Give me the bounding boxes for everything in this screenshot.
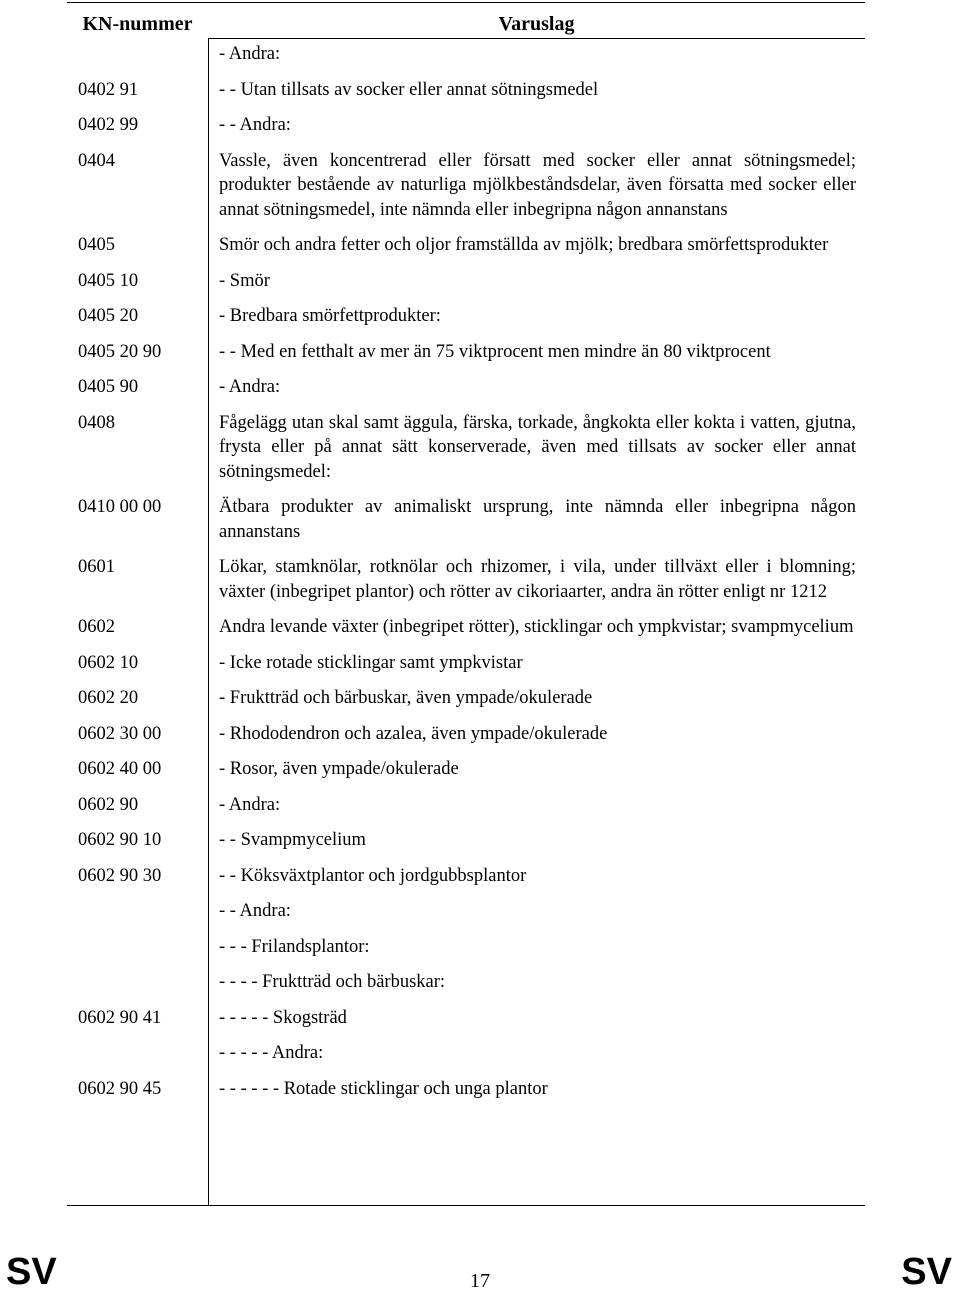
table-row <box>67 935 865 960</box>
table-row <box>67 375 865 400</box>
goods-description: Smör och andra fetter och oljor framställda av mjölk; bredbara smörfettsprodukter <box>219 235 829 255</box>
goods-description: - Rosor, även ympade/okulerade <box>219 759 459 779</box>
goods-description: - Icke rotade sticklingar samt ympkvistar <box>219 652 523 673</box>
goods-description: - - - Frilandsplantor: <box>219 936 370 957</box>
goods-description: - Andra: <box>219 377 281 397</box>
goods-description: - Andra: <box>219 794 281 815</box>
table-row <box>67 1077 865 1102</box>
table-row <box>67 411 865 485</box>
goods-description: Vassle, även koncentrerad eller försatt med socker eller annat sötningsmedel; produkter bestående av naturliga mjölkbeståndsdelar, även försatta med socker eller annat sötningsmedel, inte nämnda eller inbegripna någon annanstans <box>219 150 856 220</box>
kn-code: 0602 40 00 <box>78 759 162 779</box>
kn-code: 0601 <box>78 557 115 577</box>
kn-code: 0405 90 <box>78 377 139 397</box>
table-row <box>67 970 865 995</box>
table-row <box>67 615 865 640</box>
table-row <box>67 233 865 258</box>
column-header-description: Varuslag <box>498 13 575 35</box>
kn-code <box>67 899 208 924</box>
language-mark-left: SV <box>6 1251 57 1293</box>
table-top-rule <box>67 2 865 3</box>
table-row <box>67 686 865 711</box>
kn-code: 0404 <box>78 150 115 171</box>
kn-code: 0410 00 00 <box>78 497 162 517</box>
goods-description: - - - - - Skogsträd <box>219 1007 347 1028</box>
kn-code: 0602 90 41 <box>78 1007 162 1028</box>
table-row <box>67 1041 865 1066</box>
goods-description: - - Andra: <box>219 901 291 921</box>
table-row <box>67 757 865 782</box>
kn-code: 0402 91 <box>78 79 139 100</box>
kn-code: 0602 20 <box>78 688 139 708</box>
table-row <box>67 495 865 544</box>
kn-code <box>67 1041 208 1066</box>
kn-code: 0602 90 45 <box>78 1078 162 1099</box>
page-number: 17 <box>470 1270 490 1292</box>
kn-code: 0602 90 30 <box>78 865 162 886</box>
goods-description: - - - - Fruktträd och bärbuskar: <box>219 972 446 992</box>
goods-description: - - - - - Andra: <box>219 1043 324 1063</box>
goods-description: Lökar, stamknölar, rotknölar och rhizomer, i vila, under tillväxt eller i blomning; växter (inbegripet plantor) och rötter av cikoriaarter, andra än rötter enligt nr 1212 <box>219 557 856 602</box>
kn-code: 0405 <box>78 235 115 255</box>
table-bottom-rule <box>67 1205 865 1206</box>
table-row <box>67 828 865 853</box>
goods-description: - - - - - - Rotade sticklingar och unga plantor <box>219 1078 548 1099</box>
goods-description: - - Andra: <box>219 115 291 135</box>
kn-code: 0602 90 10 <box>78 830 162 850</box>
goods-description: Andra levande växter (inbegripet rötter), sticklingar och ympkvistar; svampmycelium <box>219 617 854 637</box>
goods-description: - - Utan tillsats av socker eller annat sötningsmedel <box>219 79 599 100</box>
kn-code: 0402 99 <box>78 115 139 135</box>
kn-code: 0602 10 <box>78 652 139 673</box>
table-row <box>67 651 865 676</box>
kn-code: 0405 10 <box>78 270 139 291</box>
goods-description: - Smör <box>219 270 270 291</box>
goods-description: - - Med en fetthalt av mer än 75 viktprocent men mindre än 80 viktprocent <box>219 341 771 362</box>
header-rule <box>208 38 865 39</box>
table-row <box>67 113 865 138</box>
table-row <box>67 555 865 604</box>
kn-code: 0602 30 00 <box>78 723 162 744</box>
goods-description: Ätbara produkter av animaliskt ursprung, inte nämnda eller inbegripna någon annanstans <box>219 497 856 542</box>
kn-code: 0408 <box>78 412 115 433</box>
table-row <box>67 793 865 818</box>
table-body <box>67 42 865 1101</box>
goods-description: Fågelägg utan skal samt äggula, färska, torkade, ångkokta eller kokta i vatten, gjutna, frysta eller på annat sätt konserverade, även med tillsats av socker eller annat sötningsmedel: <box>219 412 856 482</box>
goods-description: - Rhododendron och azalea, även ympade/okulerade <box>219 723 608 744</box>
language-mark-right: SV <box>901 1251 952 1293</box>
table-row <box>67 899 865 924</box>
goods-description: - Andra: <box>219 44 281 64</box>
kn-code <box>67 42 208 67</box>
goods-description: - - Svampmycelium <box>219 830 366 850</box>
table-row <box>67 722 865 747</box>
table-row <box>67 149 865 223</box>
table-row <box>67 340 865 365</box>
table-row <box>67 304 865 329</box>
kn-code <box>67 970 208 995</box>
table-row <box>67 78 865 103</box>
goods-description: - Fruktträd och bärbuskar, även ympade/okulerade <box>219 688 593 708</box>
column-header-code: KN-nummer <box>82 13 193 35</box>
table-row <box>67 1006 865 1031</box>
table-row <box>67 269 865 294</box>
kn-code: 0405 20 90 <box>78 341 162 362</box>
kn-code <box>67 935 208 960</box>
kn-code: 0405 20 <box>78 306 139 326</box>
goods-description: - - Köksväxtplantor och jordgubbsplantor <box>219 865 527 886</box>
table-row <box>67 42 865 67</box>
kn-code: 0602 <box>78 617 115 637</box>
goods-description: - Bredbara smörfettprodukter: <box>219 306 441 326</box>
table-row <box>67 864 865 889</box>
kn-code: 0602 90 <box>78 794 139 815</box>
